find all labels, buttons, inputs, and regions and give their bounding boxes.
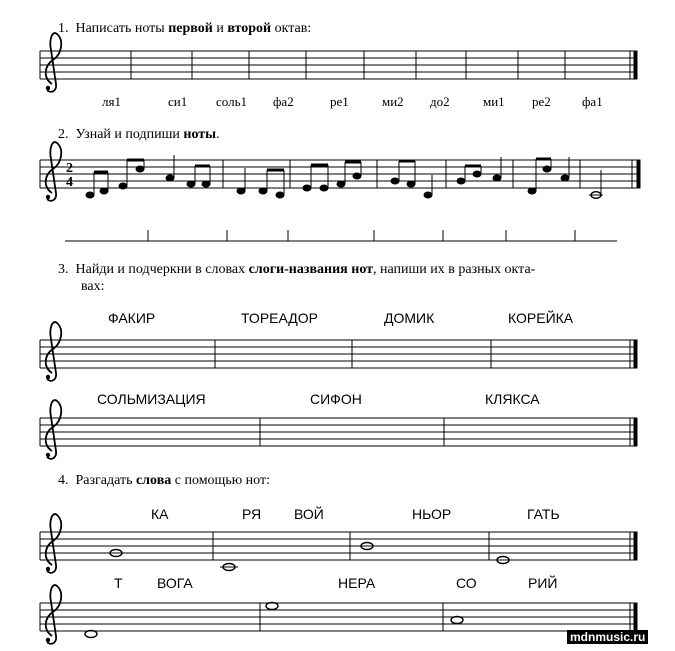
treble-clef-icon (46, 400, 61, 459)
syllable: СО (456, 575, 477, 591)
treble-clef-icon (46, 142, 61, 201)
word: ТОРЕАДОР (241, 310, 318, 326)
syllable: ВОГА (157, 575, 193, 591)
syllable: НЕРА (338, 575, 376, 591)
note-label: соль1 (216, 94, 248, 109)
syllable: РИЙ (528, 575, 558, 591)
task-2-notes (86, 155, 603, 198)
syllable: РЯ (242, 506, 262, 522)
word: ФАКИР (108, 310, 156, 326)
word: СИФОН (310, 391, 362, 407)
note-label: ля1 (102, 94, 121, 109)
treble-clef-icon (46, 514, 61, 573)
syllable: НЬОР (412, 506, 452, 522)
watermark: mdnmusic.ru (567, 630, 648, 644)
treble-clef-icon (46, 322, 61, 381)
task-4-notes-row2 (85, 603, 463, 638)
staff-1 (40, 51, 637, 79)
syllable: ВОЙ (294, 506, 324, 522)
syllable: КА (151, 506, 169, 522)
time-sig-bottom: 4 (66, 175, 73, 190)
note-label: до2 (430, 94, 450, 109)
note-label: фа1 (582, 94, 603, 109)
task-2-heading: 2. Узнай и подпиши ноты. (58, 127, 220, 142)
note-label: си1 (168, 94, 188, 109)
treble-clef-icon (46, 33, 61, 92)
note-label: ми1 (483, 94, 505, 109)
syllable: Т (114, 575, 123, 591)
word: КОРЕЙКА (508, 310, 574, 326)
task-4-heading: 4. Разгадать слова с помощью нот: (58, 473, 270, 488)
note-label: ми2 (382, 94, 404, 109)
task-1-heading: 1. Написать ноты первой и второй октав: (58, 21, 312, 36)
task-3-heading: 3. Найди и подчеркни в словах слоги-названия нот, напиши их в разных окта- (58, 262, 536, 277)
note-label: ре1 (330, 94, 349, 109)
task-3-heading-line2: вах: (81, 279, 105, 294)
staff-5 (40, 532, 637, 560)
word: ДОМИК (384, 310, 435, 326)
treble-clef-icon (46, 585, 61, 644)
task-4-notes-row1 (110, 543, 509, 571)
word: СОЛЬМИЗАЦИЯ (97, 391, 206, 407)
time-sig-top: 2 (66, 161, 73, 176)
note-label: ре2 (532, 94, 551, 109)
syllable: ГАТЬ (527, 506, 560, 522)
staff-4 (40, 418, 637, 446)
staff-6 (40, 603, 637, 631)
note-label: фа2 (273, 94, 294, 109)
word: КЛЯКСА (485, 391, 540, 407)
answer-line (65, 230, 617, 241)
staff-3 (40, 340, 637, 368)
